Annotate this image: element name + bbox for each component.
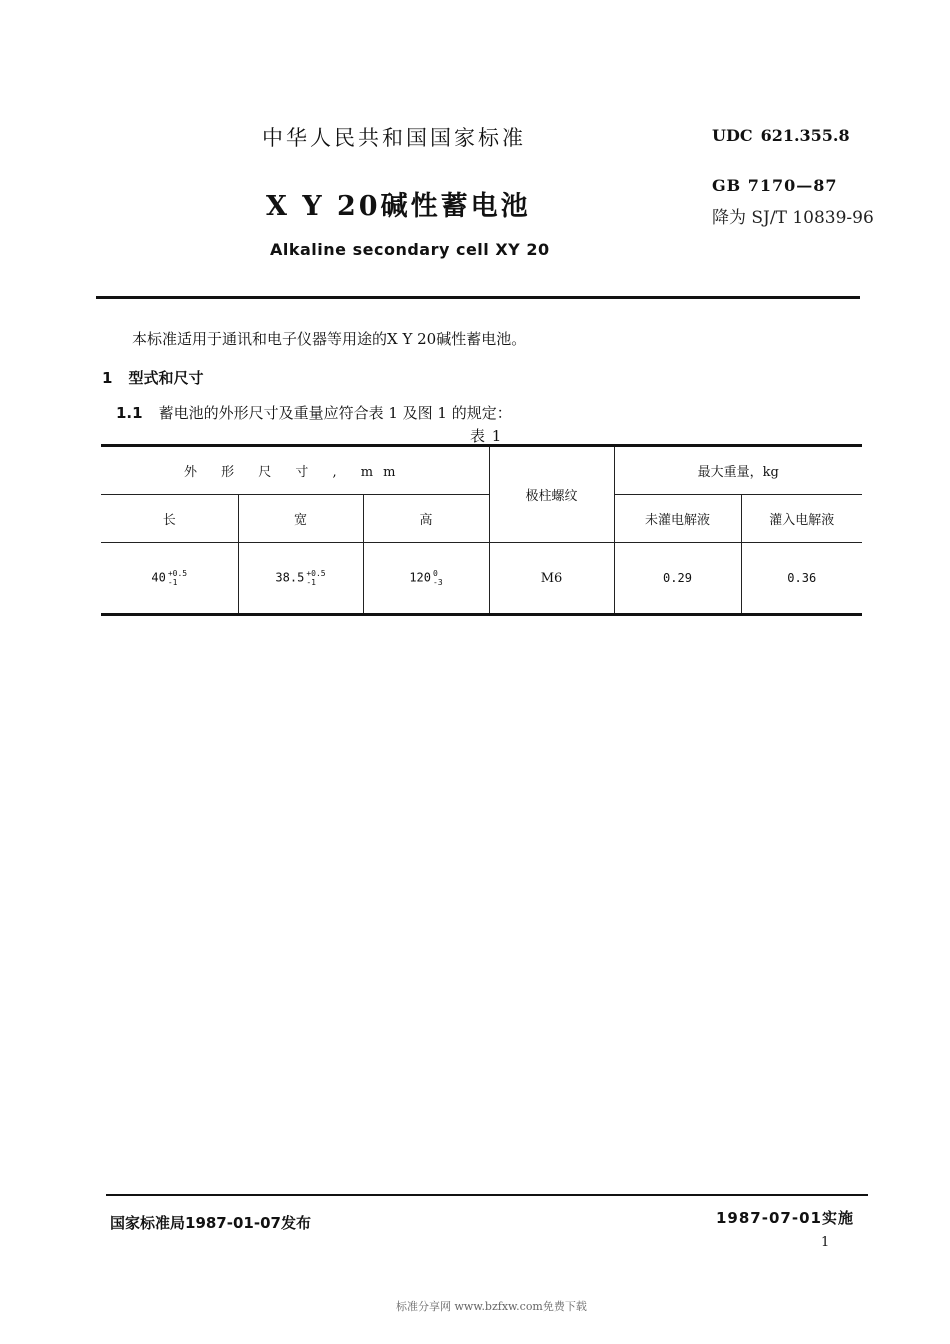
header-terminal-thread: 极柱螺纹 — [489, 446, 614, 543]
subheader-unfilled: 未灌电解液 — [614, 495, 741, 543]
table-subheader-row — [101, 495, 862, 543]
cell-weight-unfilled: 0.29 — [614, 543, 741, 615]
header-max-weight: 最大重量，kg — [614, 446, 862, 495]
spec-table — [101, 444, 862, 616]
issued-date: 国家标准局1987-01-07发布 — [110, 1214, 311, 1232]
subheader-width: 宽 — [238, 495, 363, 543]
udc-value: 621.355.8 — [760, 126, 850, 145]
page-number: 1 — [821, 1235, 830, 1250]
replaced-by-note: 降为 SJ/T 10839-96 — [712, 208, 874, 228]
udc-code — [712, 126, 850, 145]
tolerance: +0.5 -1 — [306, 569, 326, 587]
cell-length: 40 +0.5 -1 — [101, 543, 238, 615]
subheader-filled: 灌入电解液 — [741, 495, 862, 543]
document-title-en: Alkaline secondary cell XY 20 — [270, 240, 550, 259]
gb-number: GB 7170—87 — [712, 176, 838, 195]
cell-weight-filled: 0.36 — [741, 543, 862, 615]
bottom-divider — [106, 1194, 868, 1196]
top-divider — [96, 296, 860, 299]
document-title: X Y 20碱性蓄电池 — [266, 191, 531, 222]
tolerance: 0 -3 — [433, 569, 443, 587]
table-header-row — [101, 446, 862, 495]
watermark-text: 标准分享网 www.bzfxw.com免费下载 — [396, 1300, 587, 1313]
table-row — [101, 543, 862, 615]
clause-text: 蓄电池的外形尺寸及重量应符合表 1 及图 1 的规定： — [158, 404, 512, 422]
header-dimensions: 外 形 尺 寸 , mm — [101, 446, 489, 495]
intro-paragraph: 本标准适用于通讯和电子仪器等用途的X Y 20碱性蓄电池。 — [132, 330, 527, 348]
standard-category: 中华人民共和国国家标准 — [262, 126, 526, 150]
table-caption: 表 1 — [470, 427, 503, 445]
clause-1-1 — [116, 402, 512, 423]
subheader-length: 长 — [101, 495, 238, 543]
section-number: 1 — [102, 369, 113, 387]
cell-width: 38.5 +0.5 -1 — [238, 543, 363, 615]
tolerance: +0.5 -1 — [167, 569, 188, 587]
cell-terminal: M6 — [489, 543, 614, 615]
cell-height: 120 0 -3 — [363, 543, 489, 615]
section-title: 型式和尺寸 — [128, 369, 204, 387]
section-heading-1 — [102, 367, 203, 388]
subheader-height: 高 — [363, 495, 489, 543]
effective-date: 1987-07-01实施 — [716, 1209, 854, 1227]
udc-label: UDC — [712, 126, 753, 145]
clause-number: 1.1 — [116, 404, 143, 422]
